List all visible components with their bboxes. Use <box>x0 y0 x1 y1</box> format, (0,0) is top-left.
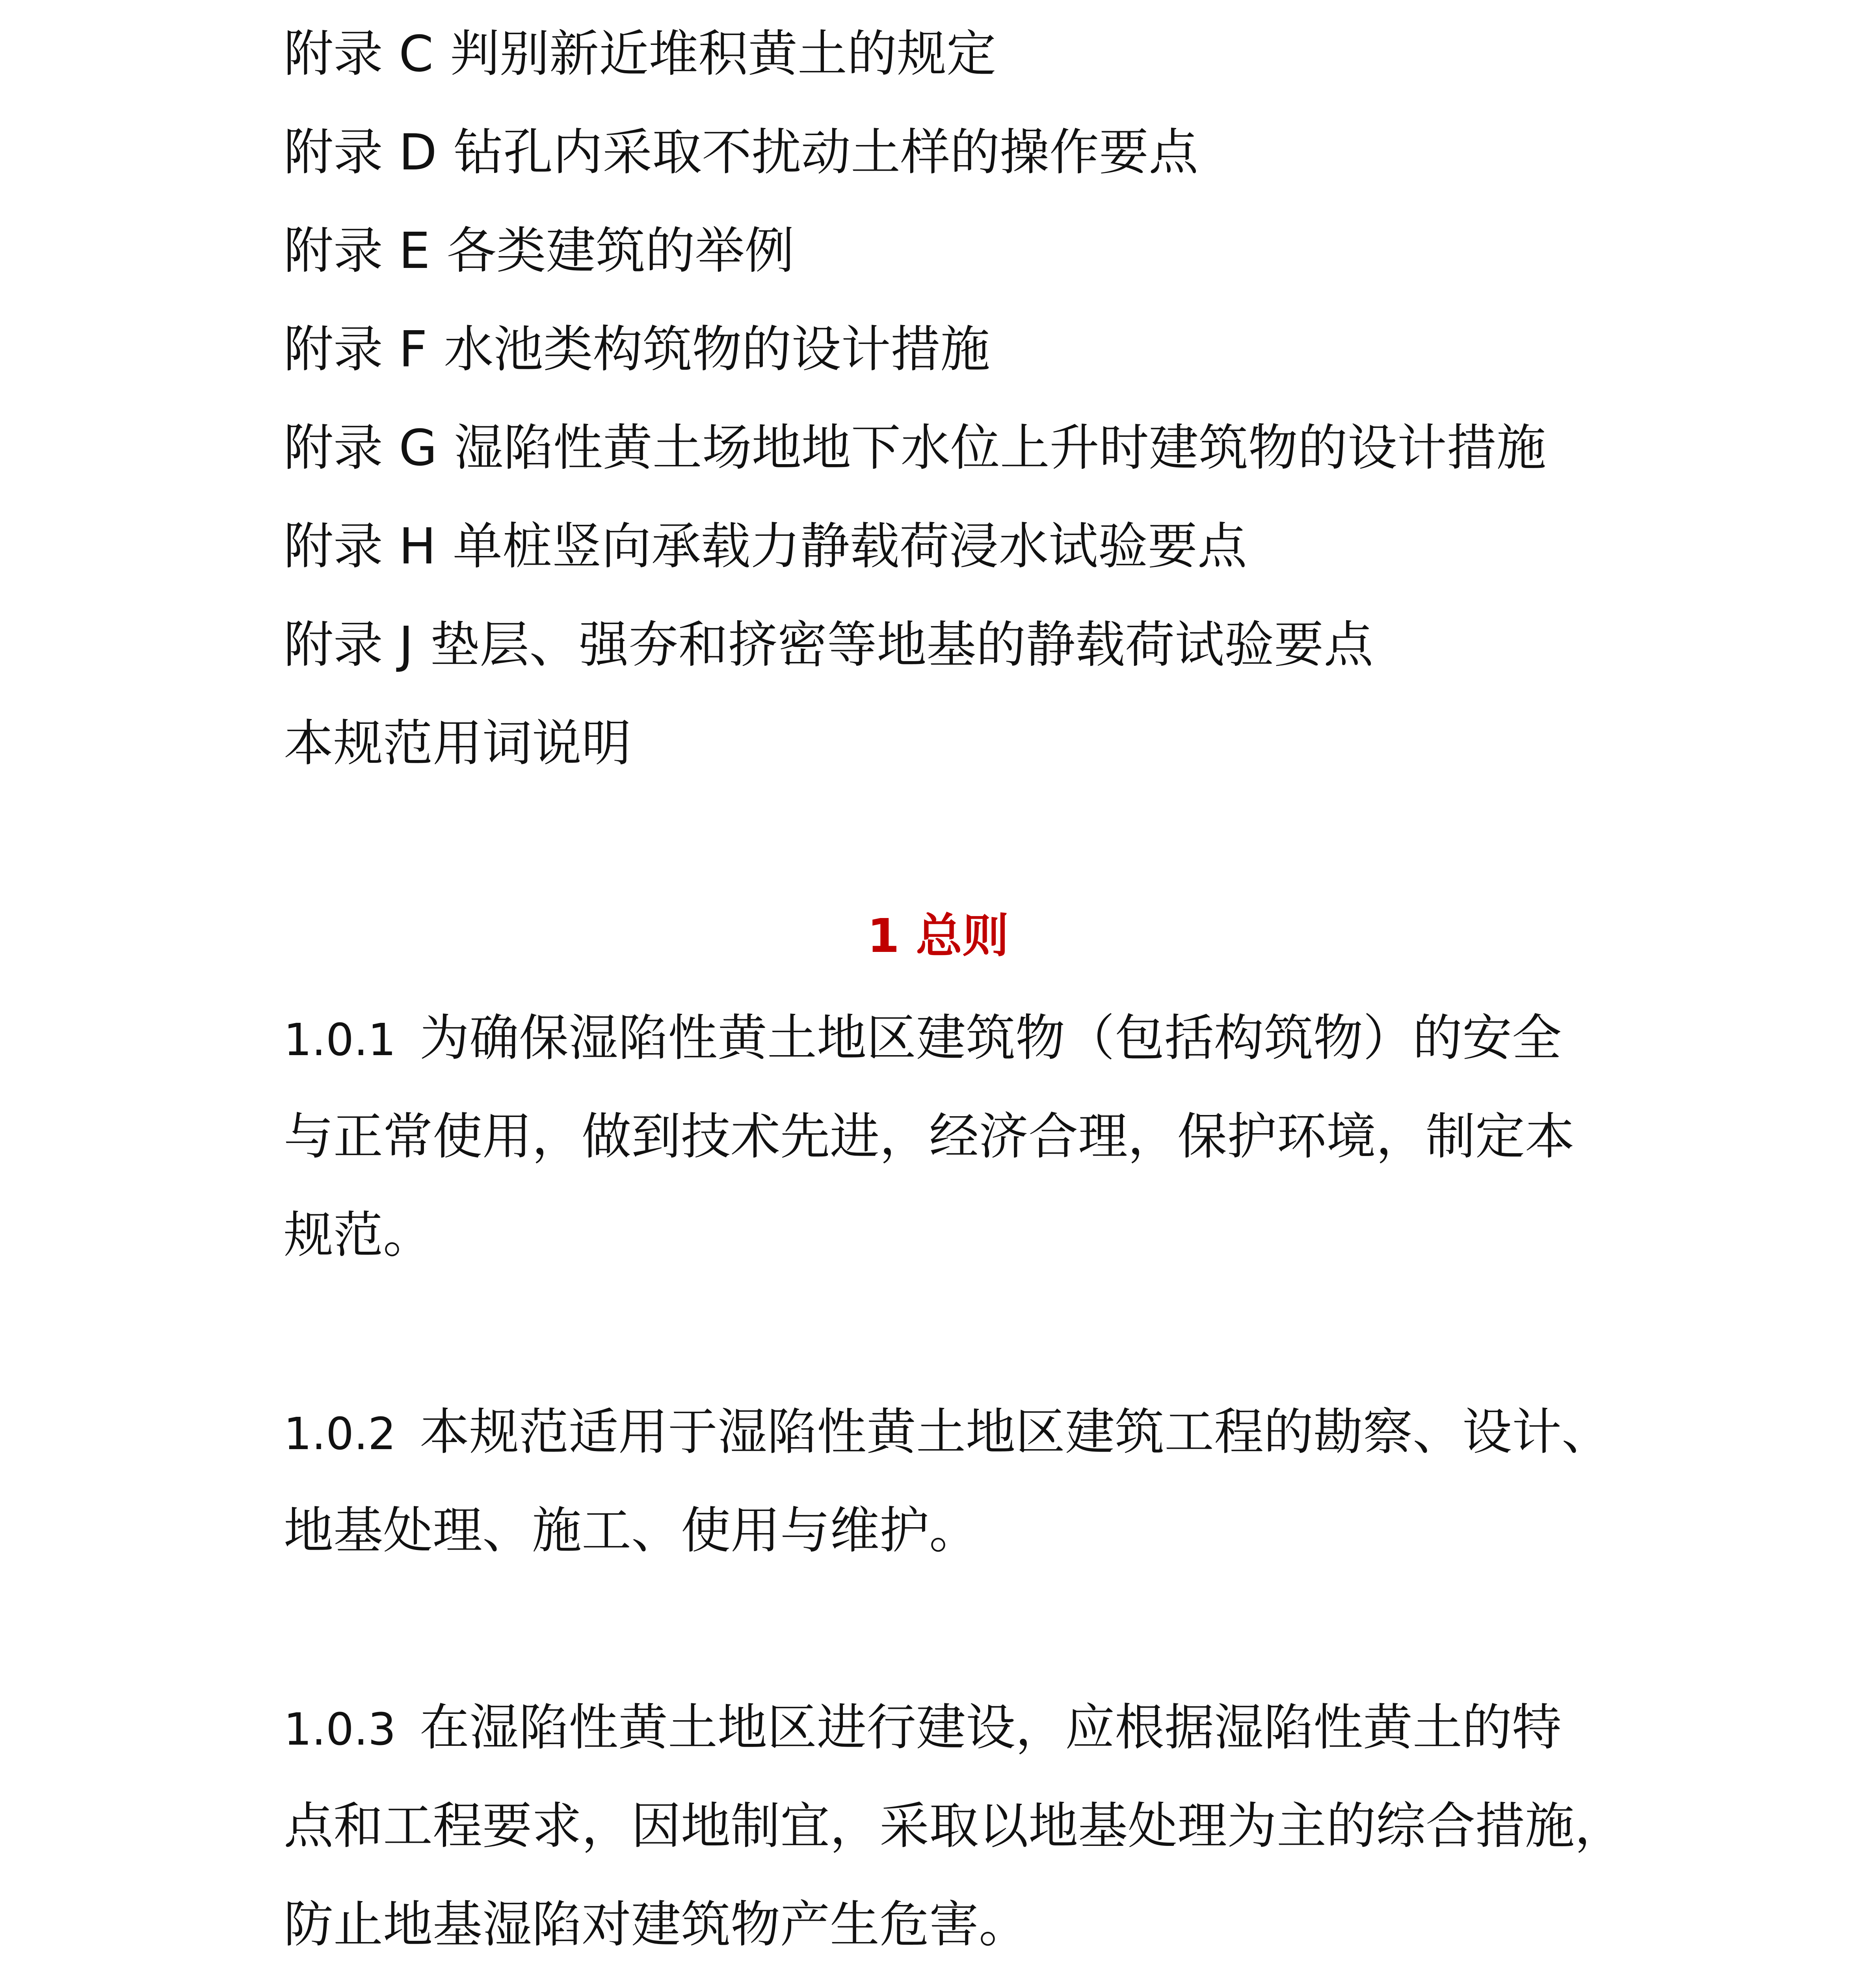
toc-item-title: 单桩竖向承载力静载荷浸水试验要点 <box>452 517 1247 575</box>
toc-item-code: 附录 D <box>284 123 437 181</box>
toc-item-title: 水池类构筑物的设计措施 <box>444 320 990 378</box>
clause-text: 本规范适用于湿陷性黄土地区建筑工程的勘察、设计、 <box>419 1403 1611 1461</box>
clause-1-0-2 <box>284 1383 1611 1580</box>
toc-item-appendix-h[interactable] <box>284 517 1247 576</box>
toc-item-code: 附录 E <box>284 222 430 280</box>
toc-item-appendix-g[interactable] <box>284 418 1546 478</box>
clause-line <box>284 1383 1611 1481</box>
clause-line: 地基处理、施工、使用与维护。 <box>284 1502 979 1559</box>
toc-item-appendix-c[interactable] <box>284 24 996 84</box>
toc-item-terminology[interactable] <box>284 714 631 773</box>
clause-text: 为确保湿陷性黄土地区建筑物（包括构筑物）的安全 <box>419 1009 1562 1067</box>
toc-item-title: 钻孔内采取不扰动土样的操作要点 <box>454 123 1199 181</box>
clause-number: 1.0.1 <box>284 1015 396 1066</box>
toc-item-appendix-j[interactable] <box>284 615 1373 675</box>
clause-line: 与正常使用，做到技术先进，经济合理，保护环境，制定本 <box>284 1108 1575 1165</box>
toc-item-code: 附录 C <box>284 25 434 83</box>
clause-line <box>284 1678 1604 1777</box>
clause-line: 规范。 <box>284 1206 433 1264</box>
toc-item-code: 附录 J <box>284 616 414 674</box>
toc-item-title: 各类建筑的举例 <box>446 222 794 280</box>
clause-line: 防止地基湿陷对建筑物产生危害。 <box>284 1896 1028 1953</box>
toc-item-title: 湿陷性黄土场地地下水位上升时建筑物的设计措施 <box>454 419 1546 477</box>
clause-line: 点和工程要求，因地制宜，采取以地基处理为主的综合措施， <box>284 1797 1624 1855</box>
toc-item-code: 附录 H <box>284 517 436 575</box>
toc-item-title: 垫层、强夯和挤密等地基的静载荷试验要点 <box>430 616 1374 674</box>
chapter-heading: 1 总则 <box>867 909 1009 963</box>
toc-item-appendix-e[interactable] <box>284 221 794 281</box>
toc-item-title: 判别新近堆积黄土的规定 <box>450 25 997 83</box>
clause-number: 1.0.2 <box>284 1409 396 1460</box>
toc-item-title: 本规范用词说明 <box>284 714 631 772</box>
clause-number: 1.0.3 <box>284 1704 396 1755</box>
clause-text: 在湿陷性黄土地区进行建设，应根据湿陷性黄土的特 <box>419 1699 1562 1756</box>
clause-line <box>284 989 1604 1087</box>
clause-1-0-3 <box>284 1678 1624 1970</box>
toc-item-appendix-f[interactable] <box>284 320 990 379</box>
clause-1-0-1 <box>284 989 1604 1284</box>
toc-item-appendix-d[interactable] <box>284 123 1198 182</box>
toc-item-code: 附录 G <box>284 419 437 477</box>
toc-item-code: 附录 F <box>284 320 428 378</box>
